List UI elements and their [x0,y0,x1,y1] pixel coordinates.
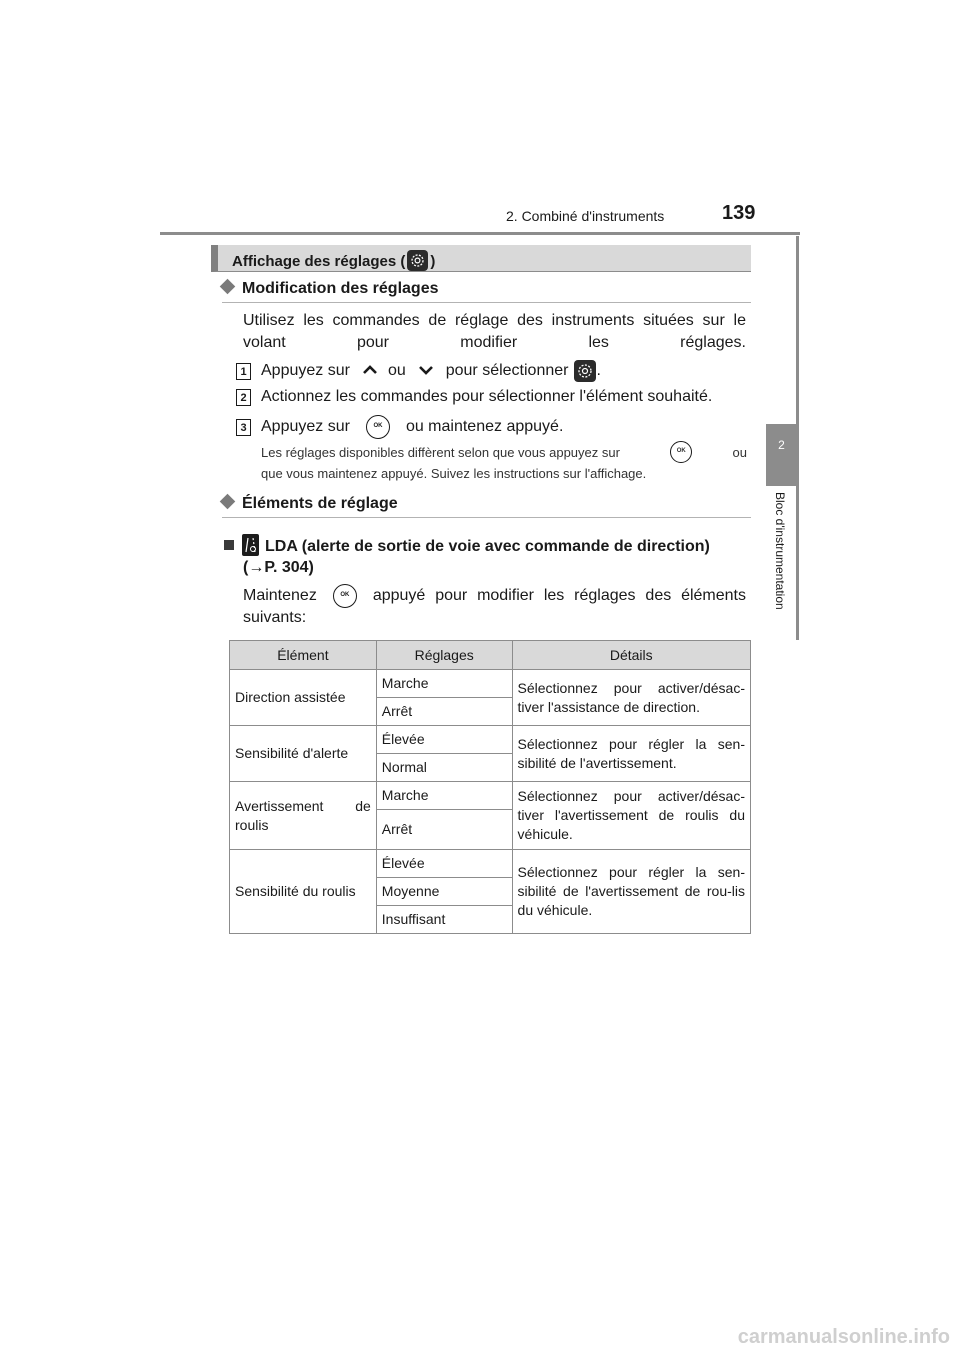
ok-button-icon: OK [670,441,692,463]
details-cell: Sélectionnez pour régler la sen-sibilité de l'avertissement de rou-lis du véhicule. [512,850,750,934]
step-text: . [596,362,601,379]
subsection-modification-title: Modification des réglages [242,280,439,297]
setting-cell: Marche [376,670,512,698]
step-text: pour sélectionner [445,362,569,379]
settings-table [229,640,751,934]
column-header: Réglages [376,641,512,670]
watermark: carmanualsonline.info [737,1326,950,1348]
settings-gear-icon [407,250,428,271]
element-cell: Direction assistée [230,670,377,726]
step-number: 2 [236,389,251,406]
step-2 [236,388,712,406]
lda-page-ref: (→P. 304) [243,559,314,576]
note [261,441,747,484]
settings-gear-icon [574,360,596,382]
ok-button-icon: OK [333,584,357,608]
step-number: 1 [236,363,251,380]
chapter-tab-label: Bloc d'instrumentation [773,492,787,610]
step-text: Actionnez les commandes pour sélectionner l'élément souhaité. [261,388,713,405]
table-row [230,850,751,878]
section-header [211,245,751,272]
subsection-rule [222,302,751,303]
step-text: Appuyez sur [261,418,350,435]
setting-cell: Marche [376,782,512,810]
step-text: Appuyez sur [261,362,350,379]
note-text: que vous maintenez appuyé. Suivez les instructions sur l'affichage. [261,466,647,481]
element-cell: Avertissement de roulis [230,782,377,850]
diamond-bullet-icon [220,279,236,295]
hold-text: appuyé pour modifier les réglages des éléments [372,587,746,604]
setting-cell: Arrêt [376,698,512,726]
column-header: Détails [512,641,750,670]
step-text: ou [387,362,406,379]
page-number: 139 [722,202,756,224]
chevron-down-icon [418,362,434,380]
note-text: Les réglages disponibles diffèrent selon que vous appuyez sur [261,444,620,460]
details-cell: Sélectionnez pour régler la sen-sibilité de l'avertissement. [512,726,750,782]
ok-button-icon: OK [366,415,390,439]
subsection-elements-title: Éléments de réglage [242,495,398,512]
section-title-text: Affichage des réglages ( [232,253,406,270]
subsection-rule [222,517,751,518]
element-cell: Sensibilité du roulis [230,850,377,934]
chapter-tab: 2 [766,424,797,486]
setting-cell: Moyenne [376,878,512,906]
step-number: 3 [236,419,251,436]
step-1 [236,360,601,382]
setting-cell: Élevée [376,850,512,878]
table-row [230,726,751,754]
chevron-up-icon [362,362,378,380]
header-rule [160,232,800,235]
setting-cell: Normal [376,754,512,782]
setting-cell: Insuffisant [376,906,512,934]
table-row [230,782,751,810]
lda-lane-icon [242,534,259,556]
details-cell: Sélectionnez pour activer/désac-tiver l'avertissement de roulis du véhicule. [512,782,750,850]
column-header: Élément [230,641,377,670]
hold-instruction [243,584,746,608]
intro-paragraph: Utilisez les commandes de réglage des instruments situées sur le volant pour modifier les réglages. [243,312,746,351]
section-title [232,250,435,271]
step-3 [236,415,563,439]
subsection-modification [222,280,438,298]
table-row [230,670,751,698]
subsection-elements [222,495,398,513]
hold-text: Maintenez [243,587,317,604]
setting-cell: Arrêt [376,810,512,850]
table-header-row [230,641,751,670]
hold-text-end: suivants: [243,609,307,626]
lda-item-heading [224,534,710,556]
step-text: ou maintenez appuyé. [405,418,564,435]
note-text: ou [732,444,747,460]
setting-cell: Élevée [376,726,512,754]
square-bullet-icon [224,540,234,550]
chapter-title: 2. Combiné d'instruments [506,208,665,224]
details-cell: Sélectionnez pour activer/désac-tiver l'assistance de direction. [512,670,750,726]
lda-item-title: LDA (alerte de sortie de voie avec commande de direction) [265,538,710,555]
section-title-end: ) [430,253,436,270]
diamond-bullet-icon [220,494,236,510]
element-cell: Sensibilité d'alerte [230,726,377,782]
